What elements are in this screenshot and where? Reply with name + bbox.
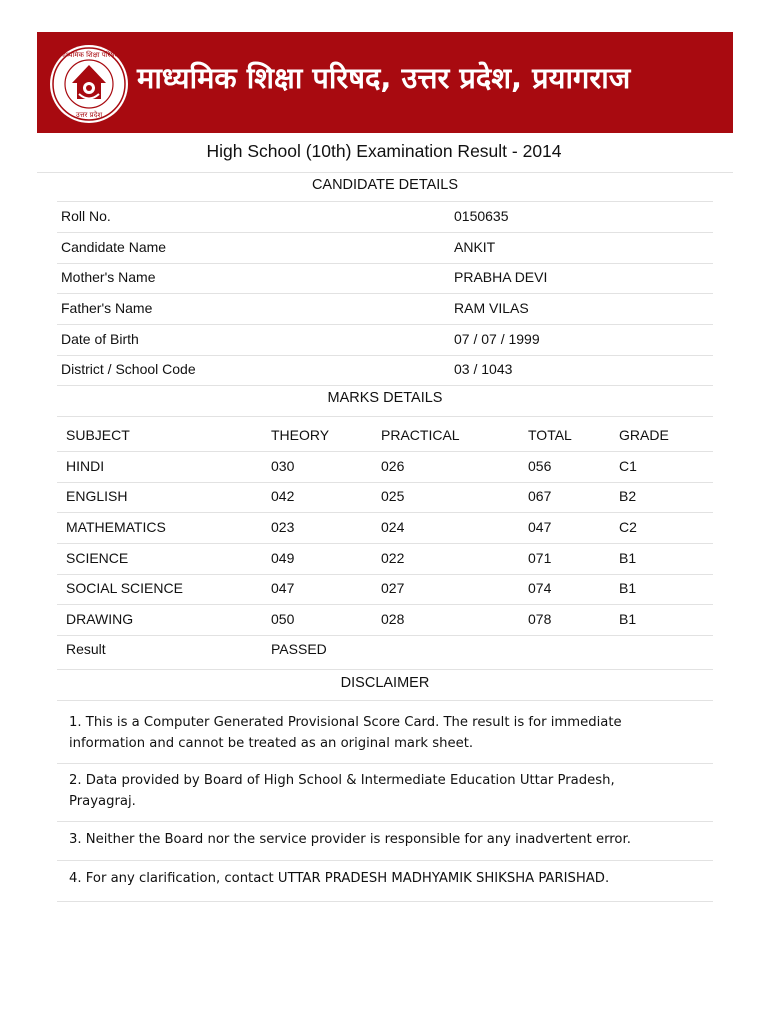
row-divider xyxy=(57,821,713,822)
candidate-field-label: District / School Code xyxy=(61,361,196,377)
board-title: माध्यमिक शिक्षा परिषद, उत्तर प्रदेश, प्रयागराज xyxy=(137,61,631,95)
marks-cell-theory: 049 xyxy=(271,550,295,566)
marks-cell-subject: DRAWING xyxy=(66,611,134,627)
candidate-field-label: Candidate Name xyxy=(61,239,167,255)
marks-cell-subject: SCIENCE xyxy=(66,550,129,566)
marks-cell-practical: 028 xyxy=(381,611,405,627)
marks-cell-total: 074 xyxy=(528,580,552,596)
exam-title: High School (10th) Examination Result - 2014 xyxy=(206,141,562,161)
marks-row xyxy=(57,543,713,573)
divider xyxy=(37,172,733,173)
disclaimer-item: 1. This is a Computer Generated Provisional Score Card. The result is for immediate information and cannot be treated as an original mark sheet. xyxy=(69,715,622,751)
marks-cell-subject: SOCIAL SCIENCE xyxy=(66,580,183,596)
marks-cell-total: 067 xyxy=(528,488,552,504)
marks-cell-subject: MATHEMATICS xyxy=(66,519,166,535)
candidate-field-value: RAM VILAS xyxy=(454,300,529,316)
candidate-field-label: Roll No. xyxy=(61,208,111,224)
candidate-field-value: 0150635 xyxy=(454,208,509,224)
divider xyxy=(57,700,713,701)
marks-cell-total: 047 xyxy=(528,519,552,535)
marks-cell-practical: 022 xyxy=(381,550,405,566)
marks-cell-theory: 030 xyxy=(271,458,295,474)
disclaimer-item: 2. Data provided by Board of High School & Intermediate Education Uttar Pradesh, Prayagraj. xyxy=(69,773,615,809)
header-banner xyxy=(37,32,733,133)
emblem-text-bottom: उत्तर प्रदेश xyxy=(75,111,103,119)
result-label: Result xyxy=(66,641,106,657)
candidate-field-value: 07 / 07 / 1999 xyxy=(454,331,540,347)
candidate-row xyxy=(57,293,713,323)
candidate-field-label: Date of Birth xyxy=(61,331,139,347)
column-header-grade: GRADE xyxy=(619,427,669,443)
result-row xyxy=(57,634,713,664)
candidate-row xyxy=(57,262,713,292)
divider xyxy=(57,416,713,417)
candidate-details-heading: CANDIDATE DETAILS xyxy=(311,177,459,193)
candidate-row xyxy=(57,354,713,384)
marks-cell-practical: 027 xyxy=(381,580,405,596)
marks-header-row xyxy=(57,420,713,450)
candidate-field-value: PRABHA DEVI xyxy=(454,269,548,285)
marks-cell-subject: ENGLISH xyxy=(66,488,128,504)
marks-cell-grade: B1 xyxy=(619,611,637,627)
marks-cell-grade: C1 xyxy=(619,458,637,474)
marks-cell-grade: B2 xyxy=(619,488,637,504)
marks-cell-practical: 025 xyxy=(381,488,405,504)
column-header-subject: SUBJECT xyxy=(66,427,130,443)
column-header-practical: PRACTICAL xyxy=(381,427,460,443)
candidate-field-value: 03 / 1043 xyxy=(454,361,513,377)
marks-cell-theory: 050 xyxy=(271,611,295,627)
marks-cell-total: 071 xyxy=(528,550,552,566)
result-value: PASSED xyxy=(271,641,327,657)
disclaimer-item: 3. Neither the Board nor the service provider is responsible for any inadvertent error. xyxy=(69,832,631,847)
marks-cell-practical: 024 xyxy=(381,519,405,535)
candidate-field-label: Father's Name xyxy=(61,300,153,316)
candidate-field-label: Mother's Name xyxy=(61,269,156,285)
marks-row xyxy=(57,481,713,511)
row-divider xyxy=(57,763,713,764)
marks-details-heading: MARKS DETAILS xyxy=(327,390,443,406)
row-divider xyxy=(57,860,713,861)
marks-cell-theory: 042 xyxy=(271,488,295,504)
marks-cell-total: 078 xyxy=(528,611,552,627)
row-divider xyxy=(57,669,713,670)
marks-cell-practical: 026 xyxy=(381,458,405,474)
disclaimer-item: 4. For any clarification, contact UTTAR PRADESH MADHYAMIK SHIKSHA PARISHAD. xyxy=(69,871,610,886)
marks-row xyxy=(57,512,713,542)
marks-cell-theory: 023 xyxy=(271,519,295,535)
marks-cell-grade: C2 xyxy=(619,519,637,535)
emblem-text-top: माध्यमिक शिक्षा परिषद xyxy=(59,51,119,59)
board-emblem-icon xyxy=(48,43,130,125)
marks-cell-subject: HINDI xyxy=(66,458,105,474)
column-header-theory: THEORY xyxy=(271,427,330,443)
marks-row xyxy=(57,451,713,481)
marks-cell-grade: B1 xyxy=(619,580,637,596)
column-header-total: TOTAL xyxy=(528,427,572,443)
disclaimer-heading: DISCLAIMER xyxy=(340,675,430,691)
candidate-row xyxy=(57,324,713,354)
candidate-field-value: ANKIT xyxy=(454,239,496,255)
row-divider xyxy=(57,901,713,902)
marks-cell-total: 056 xyxy=(528,458,552,474)
candidate-row xyxy=(57,232,713,262)
marks-row xyxy=(57,604,713,634)
marks-cell-theory: 047 xyxy=(271,580,295,596)
marks-row xyxy=(57,573,713,603)
row-divider xyxy=(57,385,713,386)
candidate-row xyxy=(57,201,713,231)
marks-cell-grade: B1 xyxy=(619,550,637,566)
